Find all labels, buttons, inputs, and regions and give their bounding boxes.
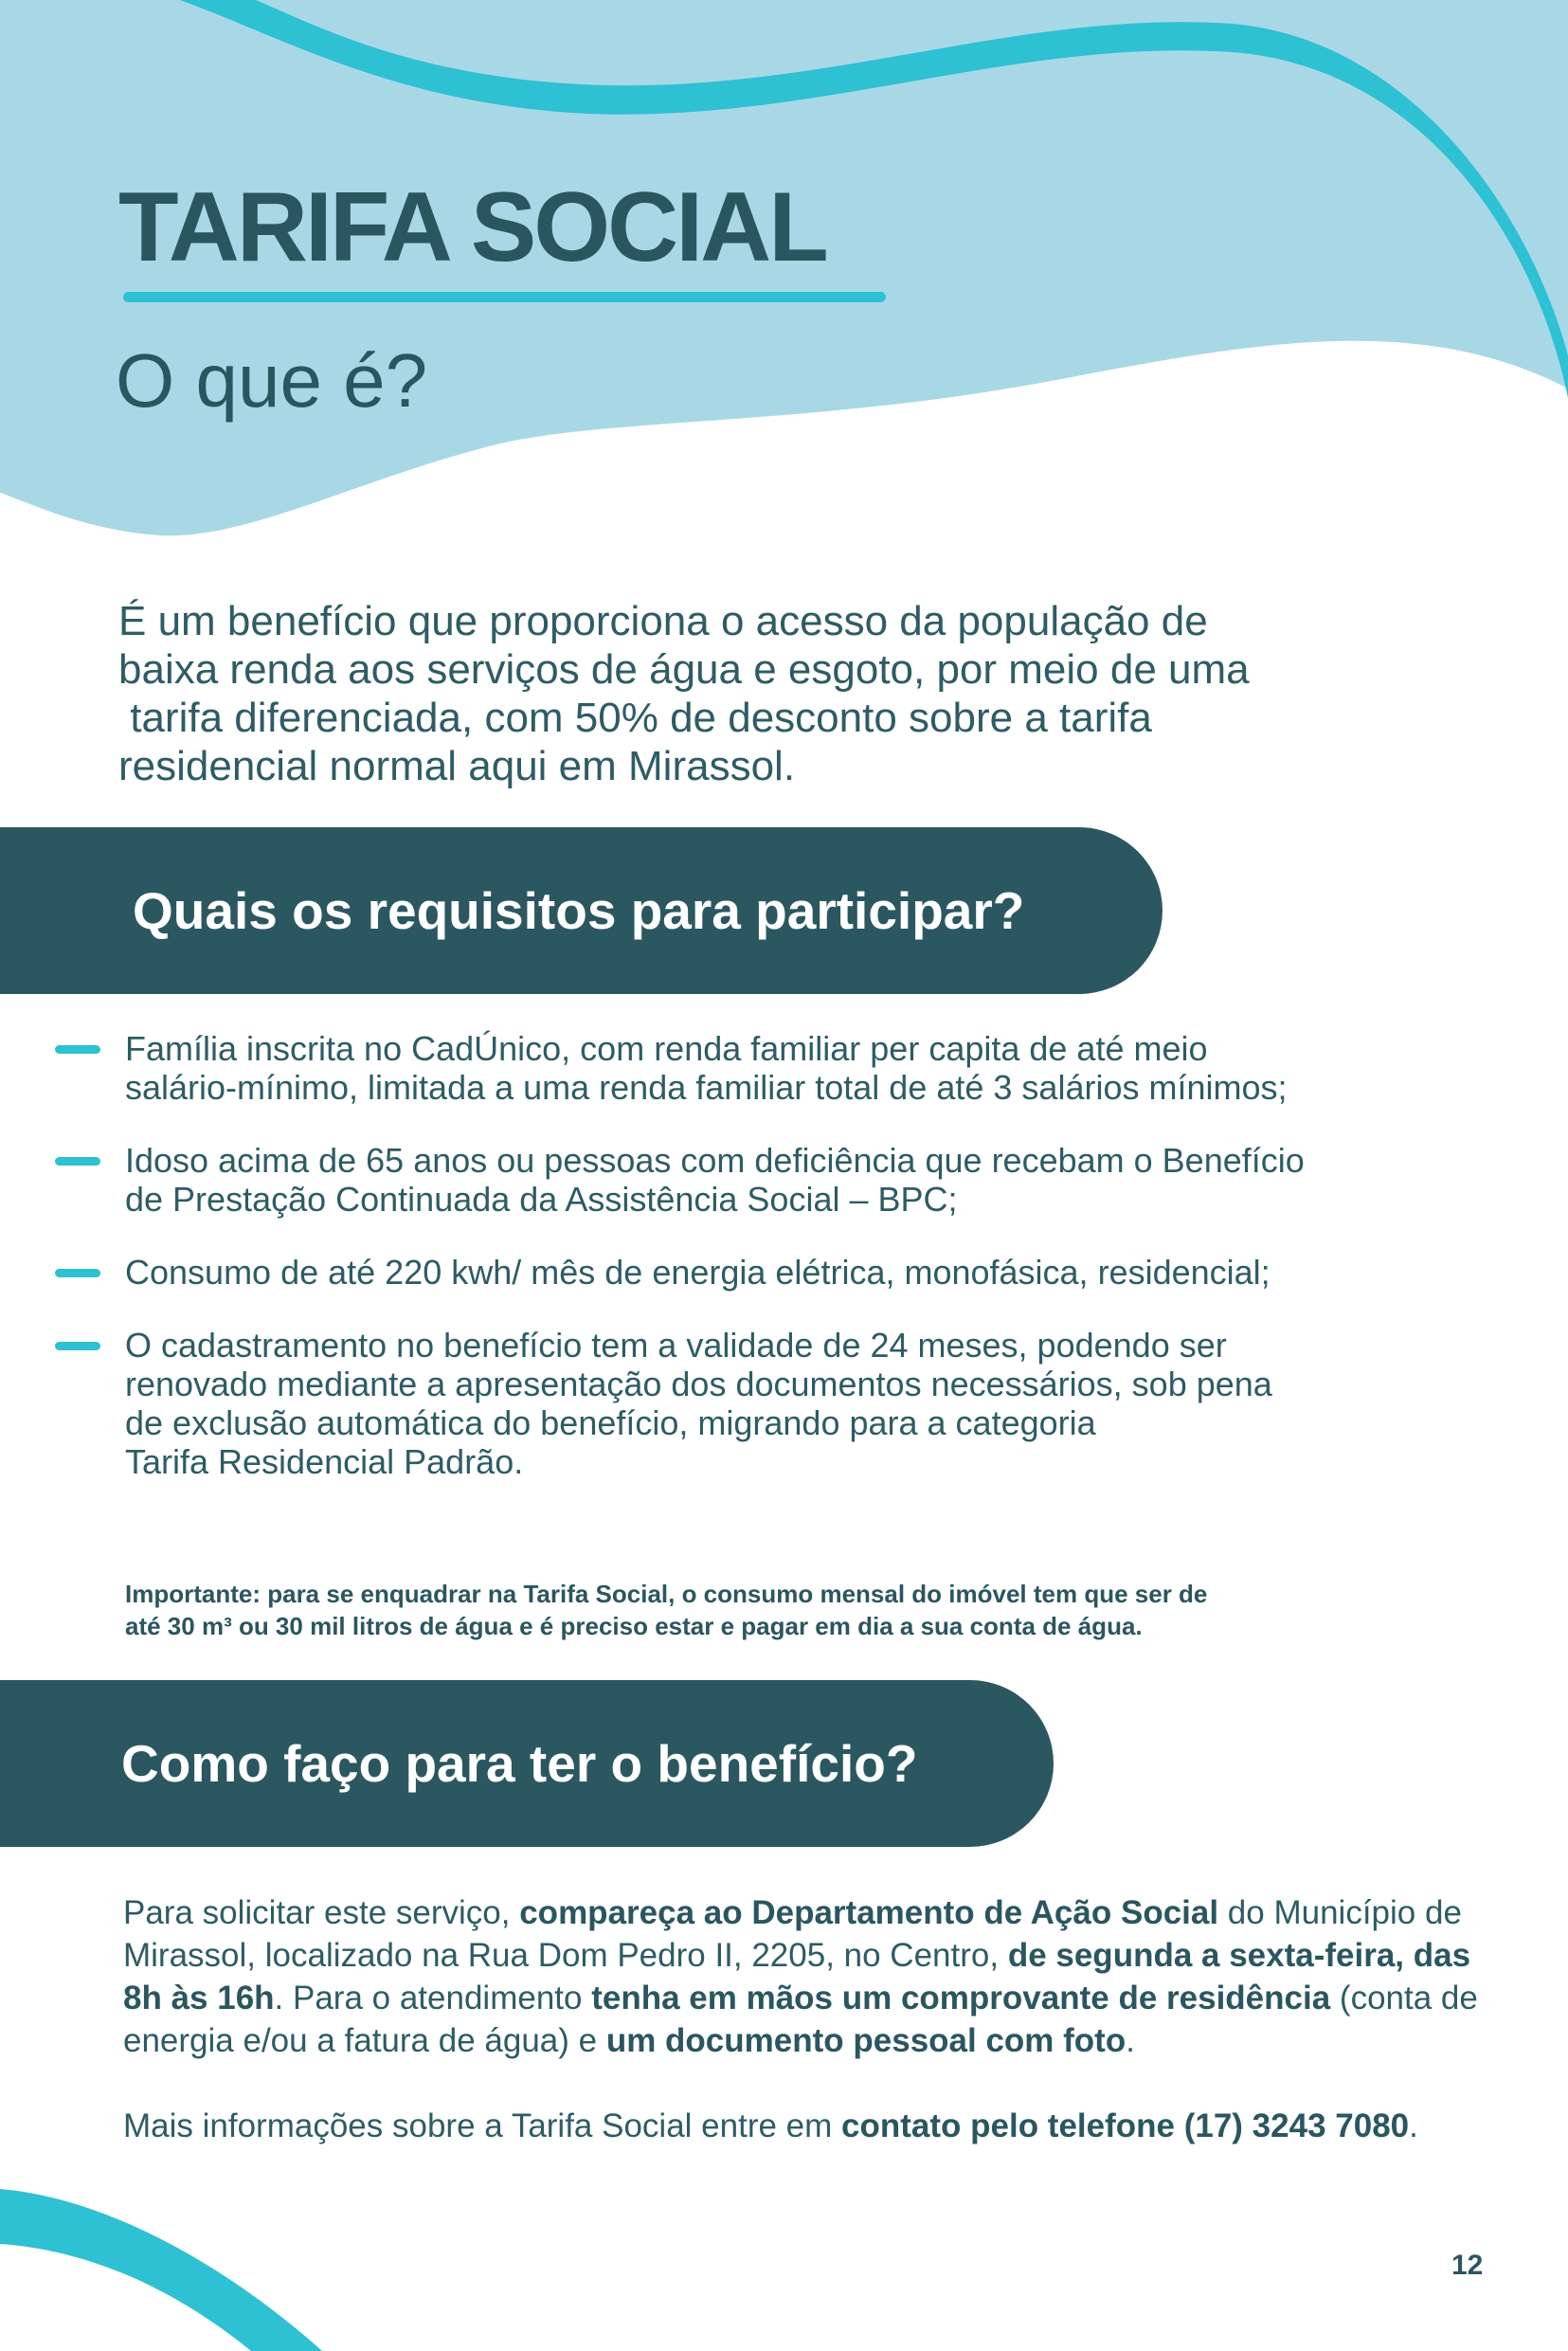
dash-bullet-icon [55, 1269, 100, 1277]
dash-bullet-icon [55, 1342, 100, 1350]
how-text: Para solicitar este serviço, [123, 1894, 520, 1931]
list-item-line: Consumo de até 220 kwh/ mês de energia elétrica, monofásica, residencial; [125, 1253, 1271, 1292]
contact-text-end: . [1409, 2107, 1418, 2144]
list-item [55, 1253, 1476, 1292]
list-item-line: salário-mínimo, limitada a uma renda familiar total de até 3 salários mínimos; [125, 1068, 1288, 1107]
how-text: . [1126, 2022, 1135, 2059]
list-item-line: de Prestação Continuada da Assistência Social – BPC; [125, 1180, 958, 1219]
page-title: TARIFA SOCIAL [118, 172, 826, 282]
how-text: do Município de Mirassol, localizado na Rua Dom Pedro II, 2205, no Centro, [123, 1894, 1462, 1974]
how-paragraph [123, 1891, 1506, 2062]
list-item [55, 1141, 1476, 1219]
dash-bullet-icon [55, 1157, 100, 1166]
how-heading: Como faço para ter o benefício? [121, 1734, 918, 1793]
contact-phone: contato pelo telefone (17) 3243 7080 [841, 2107, 1410, 2144]
how-bold-photo-id: um documento pessoal com foto [605, 2022, 1126, 2059]
intro-line: baixa renda aos serviços de água e esgoto, por meio de uma [118, 646, 1250, 693]
important-note-line: Importante: para se enquadrar na Tarifa Social, o consumo mensal do imóvel tem que ser de [125, 1580, 1208, 1608]
dash-bullet-icon [55, 1045, 100, 1054]
bottom-cyan-wave [0, 2189, 322, 2351]
important-note [125, 1578, 1404, 1642]
list-item-line: Tarifa Residencial Padrão. [125, 1442, 524, 1481]
list-item [55, 1326, 1476, 1481]
contact-paragraph [123, 2105, 1506, 2147]
how-text: . Para o atendimento [274, 1980, 592, 2016]
intro-paragraph [118, 597, 1397, 790]
how-bold-schedule: de segunda a sexta-feira, das 8h às 16h [123, 1937, 1471, 2016]
requirements-list [55, 1029, 1476, 1515]
how-bold-department: compareça ao Departamento de Ação Social [519, 1894, 1219, 1931]
list-item-line: Idoso acima de 65 anos ou pessoas com deficiência que recebam o Benefício [125, 1141, 1305, 1180]
how-text: (conta de energia e/ou a fatura de água) e [123, 1980, 1478, 2059]
how-heading-banner [0, 1680, 1054, 1847]
intro-line: É um benefício que proporciona o acesso da população de [118, 598, 1208, 644]
page-number: 12 [1451, 2250, 1484, 2281]
list-item-line: de exclusão automática do benefício, migrando para a categoria [125, 1403, 1096, 1442]
list-item [55, 1029, 1476, 1107]
requirements-heading-banner [0, 827, 1162, 994]
contact-text: Mais informações sobre a Tarifa Social entre em [123, 2107, 842, 2144]
important-note-line: até 30 m³ ou 30 mil litros de água e é preciso estar e pagar em dia a sua conta de água. [125, 1612, 1143, 1640]
requirements-heading: Quais os requisitos para participar? [133, 881, 1025, 940]
title-underline [123, 292, 886, 302]
intro-line: residencial normal aqui em Mirassol. [118, 743, 796, 789]
list-item-line: Família inscrita no CadÚnico, com renda familiar per capita de até meio [125, 1029, 1208, 1068]
intro-line: tarifa diferenciada, com 50% de desconto sobre a tarifa [118, 695, 1152, 741]
page-subtitle: O que é? [116, 338, 428, 423]
list-item-line: renovado mediante a apresentação dos documentos necessários, sob pena [125, 1365, 1272, 1403]
how-bold-proof-of-residence: tenha em mãos um comprovante de residência [591, 1980, 1331, 2016]
list-item-line: O cadastramento no benefício tem a validade de 24 meses, podendo ser [125, 1326, 1227, 1365]
